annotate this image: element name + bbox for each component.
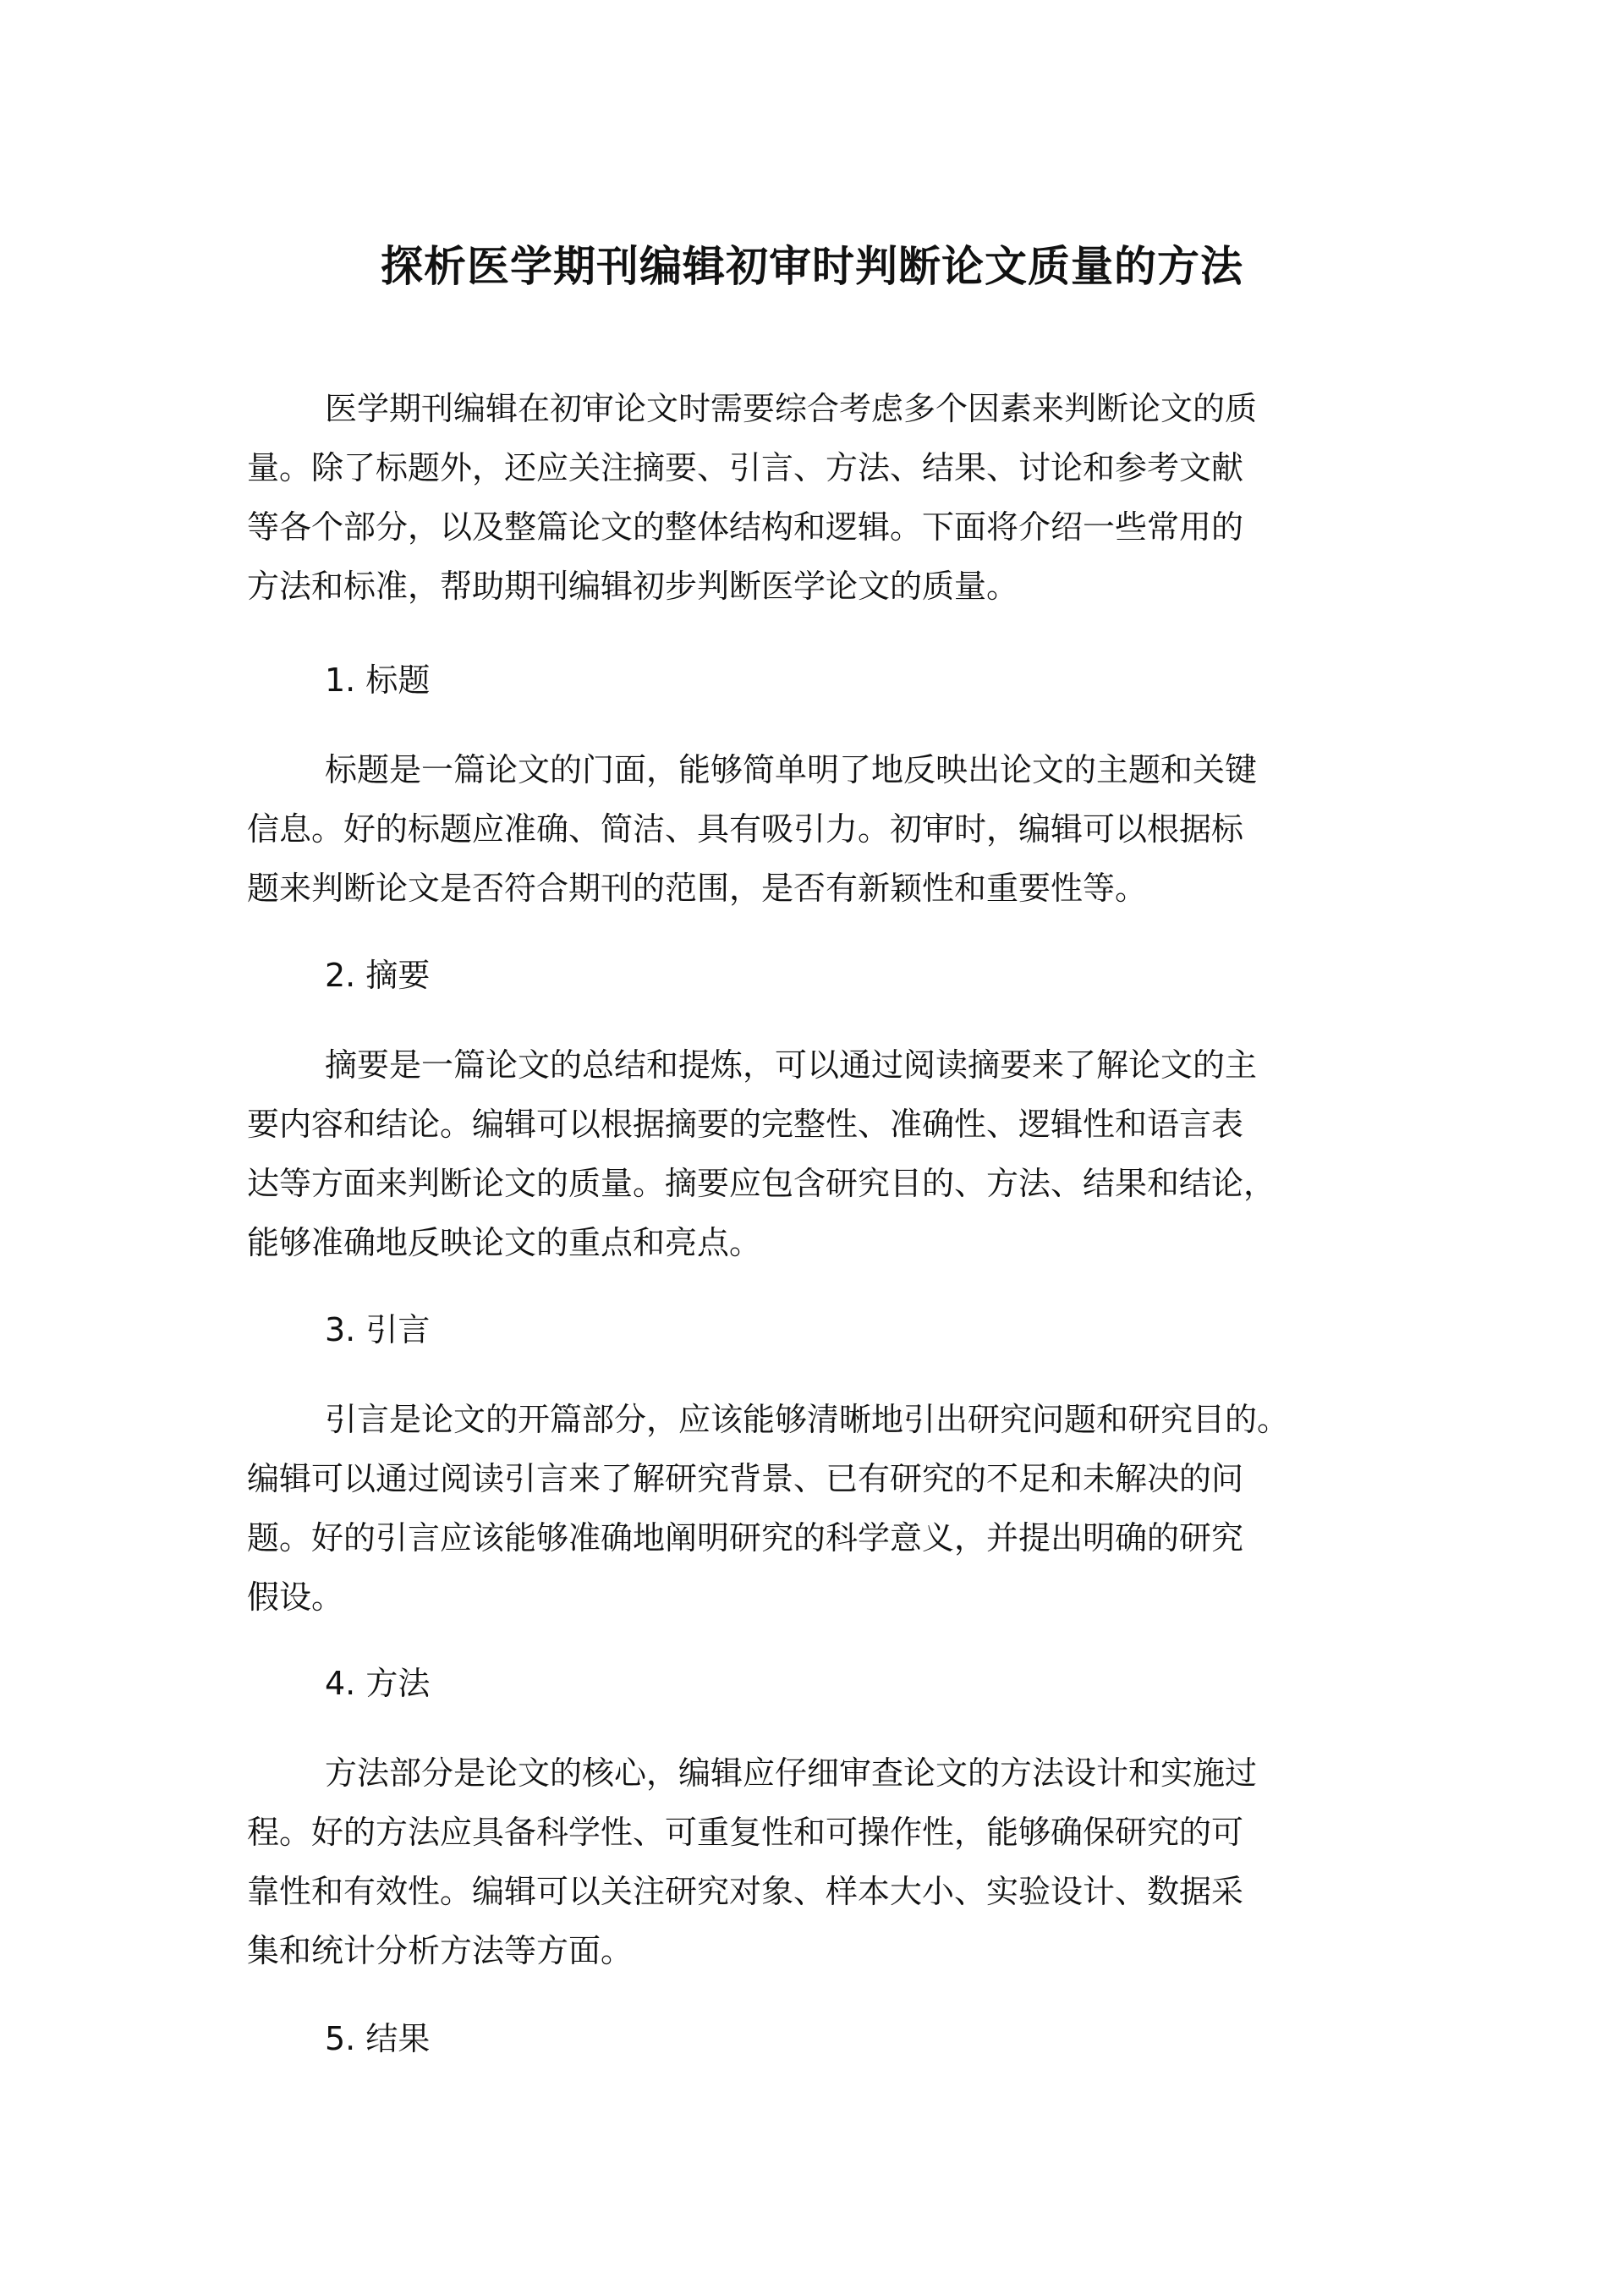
section-heading-methods: 4. 方法 [325,1665,431,1702]
paragraph-line: 方法和标准，帮助期刊编辑初步判断医学论文的质量。 [247,568,1019,605]
paragraph-line: 要内容和结论。编辑可以根据摘要的完整性、准确性、逻辑性和语言表 [247,1106,1244,1143]
paragraph-line: 题来判断论文是否符合期刊的范围，是否有新颖性和重要性等。 [247,870,1148,907]
paragraph-line: 编辑可以通过阅读引言来了解研究背景、已有研究的不足和未解决的问 [247,1460,1244,1497]
section-heading-title: 1. 标题 [325,662,431,699]
paragraph-line: 靠性和有效性。编辑可以关注研究对象、样本大小、实验设计、数据采 [247,1873,1244,1910]
paragraph-line: 程。好的方法应具备科学性、可重复性和可操作性，能够确保研究的可 [247,1814,1244,1851]
section-heading-abstract: 2. 摘要 [325,957,431,994]
paragraph-line: 医学期刊编辑在初审论文时需要综合考虑多个因素来判断论文的质 [325,390,1258,427]
paragraph-line: 能够准确地反映论文的重点和亮点。 [247,1224,762,1261]
intro-paragraph [247,379,1414,616]
section-heading-introduction: 3. 引言 [325,1311,431,1348]
paragraph-line: 量。除了标题外，还应关注摘要、引言、方法、结果、讨论和参考文献 [247,449,1244,486]
paragraph-line: 引言是论文的开篇部分，应该能够清晰地引出研究问题和研究目的。 [325,1401,1290,1438]
paragraph-line: 题。好的引言应该能够准确地阐明研究的科学意义，并提出明确的研究 [247,1519,1244,1557]
section-paragraph-abstract [247,1035,1414,1272]
paragraph-line: 摘要是一篇论文的总结和提炼，可以通过阅读摘要来了解论文的主 [325,1046,1258,1084]
section-paragraph-methods [247,1743,1414,1980]
paragraph-line: 方法部分是论文的核心，编辑应仔细审查论文的方法设计和实施过 [325,1754,1258,1792]
section-paragraph-introduction [247,1390,1414,1627]
section-heading-results: 5. 结果 [325,2020,431,2057]
paragraph-line: 达等方面来判断论文的质量。摘要应包含研究目的、方法、结果和结论， [247,1165,1276,1202]
section-paragraph-title [247,740,1414,918]
paragraph-line: 信息。好的标题应准确、简洁、具有吸引力。初审时，编辑可以根据标 [247,810,1244,848]
paragraph-line: 集和统计分析方法等方面。 [247,1932,634,1969]
paragraph-line: 标题是一篇论文的门面，能够简单明了地反映出论文的主题和关键 [325,751,1258,788]
paragraph-line: 等各个部分，以及整篇论文的整体结构和逻辑。下面将介绍一些常用的 [247,508,1244,546]
paragraph-line: 假设。 [247,1578,344,1616]
document-title: 探析医学期刊编辑初审时判断论文质量的方法 [381,242,1243,291]
